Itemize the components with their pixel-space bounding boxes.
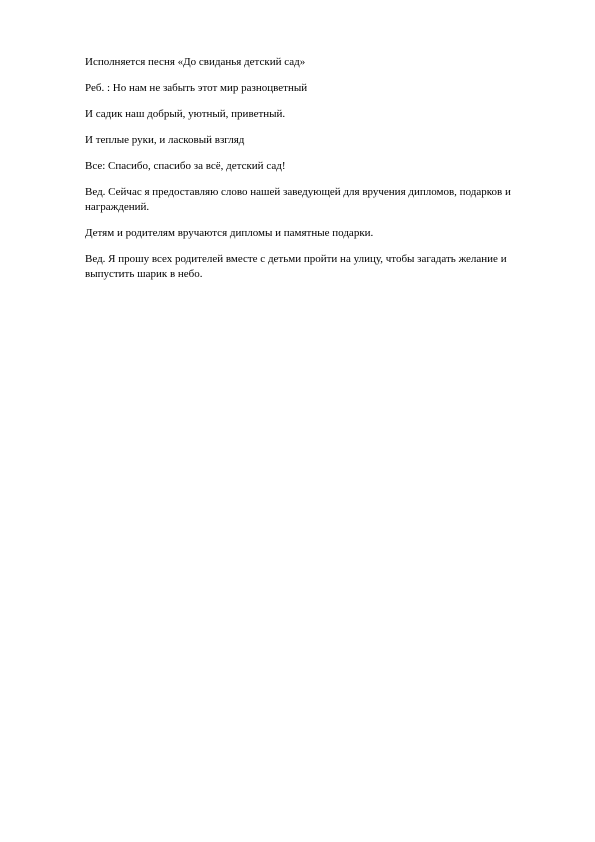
document-body: [85, 55, 555, 293]
paragraph-host-speech-1: Вед. Сейчас я предоставляю слово нашей заведующей для вручения дипломов, подарков и награждений.: [85, 186, 511, 213]
paragraph-song-announcement: Исполняется песня «До свиданья детский сад»: [85, 56, 306, 68]
paragraph-child-line-3: И теплые руки, и ласковый взгляд: [85, 134, 245, 146]
paragraph-all-thanks: Все: Спасибо, спасибо за всё, детский сад!: [85, 160, 286, 172]
paragraph-diplomas: Детям и родителям вручаются дипломы и памятные подарки.: [85, 227, 374, 239]
paragraph-child-line-1: Реб. : Но нам не забыть этот мир разноцветный: [85, 82, 308, 94]
paragraph-host-speech-2: Вед. Я прошу всех родителей вместе с детьми пройти на улицу, чтобы загадать желание и выпустить шарик в небо.: [85, 253, 507, 280]
paragraph-child-line-2: И садик наш добрый, уютный, приветный.: [85, 108, 286, 120]
